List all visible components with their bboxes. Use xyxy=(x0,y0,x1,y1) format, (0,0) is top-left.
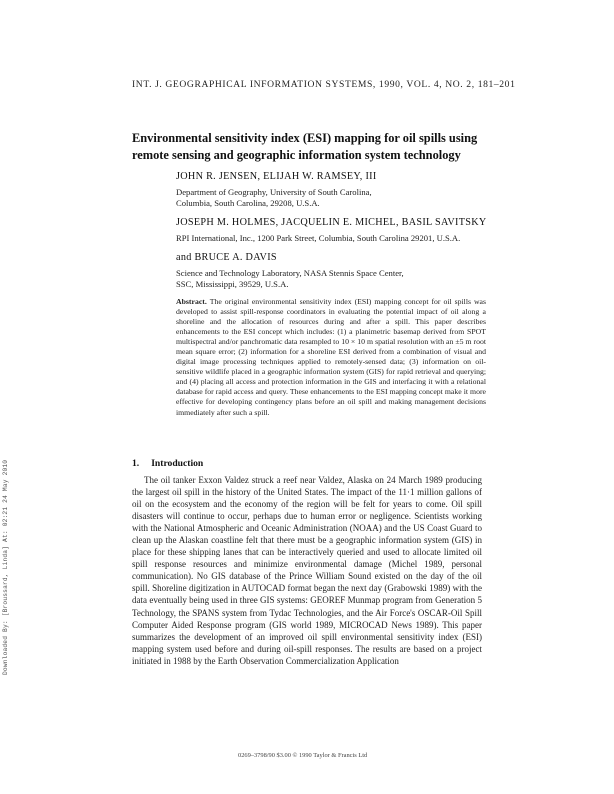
section-number: 1. xyxy=(132,458,140,469)
download-stamp: Downloaded By: [Broussard, Linda] At: 02:21 24 May 2010 xyxy=(2,459,9,675)
section-title: Introduction xyxy=(151,458,204,469)
abstract xyxy=(176,297,486,418)
affiliation-line: Science and Technology Laboratory, NASA Stennis Space Center, xyxy=(176,268,404,278)
abstract-label: Abstract. xyxy=(176,297,207,306)
running-head: INT. J. GEOGRAPHICAL INFORMATION SYSTEMS, 1990, VOL. 4, NO. 2, 181–201 xyxy=(132,79,516,90)
affiliation-line: RPI International, Inc., 1200 Park Street, Columbia, South Carolina 29201, U.S.A. xyxy=(176,233,461,243)
author-names: JOSEPH M. HOLMES, JACQUELIN E. MICHEL, BASIL SAVITSKY xyxy=(176,217,487,228)
affiliation-line: Columbia, South Carolina, 29208, U.S.A. xyxy=(176,198,320,209)
affiliation-line: SSC, Mississippi, 39529, U.S.A. xyxy=(176,279,289,290)
body-paragraph: The oil tanker Exxon Valdez struck a reef near Valdez, Alaska on 24 March 1989 producing the largest oil spill in the history of the United States. The impact of the 11·1 million gallons of oil on the ecosystem and the economy of the region will be felt for years to come. Oil spill disasters will continue to occur, perhaps due to human error or negligence. Scientists working with the National Atmospheric and Oceanic Administration (NOAA) and the US Coast Guard to clean up the Alaskan coastline felt that there must be a geographic information system (GIS) in place for these shipping lanes that can be interactively queried and used to allocate limited oil spill response resources and minimize environmental damage (Michel 1989, personal communication). No GIS database of the Prince William Sound existed on the day of the oil spill. Shoreline digitization in AUTOCAD format began the next day (Grabowski 1989) with the data eventually being used in three GIS systems: GEOREF Munmap program from Generation 5 Technology, the SPANS system from Tydac Technologies, and the Air Force's OSCAR-Oil Spill Computer Aided Response program (GIS world 1989, MICROCAD News 1989). This paper summarizes the development of an improved oil spill environmental sensitivity index (ESI) mapping system used before and during oil-spill responses. The results are based on a project initiated in 1988 by the Earth Observation Commercialization Application xyxy=(132,475,482,666)
paper-title: Environmental sensitivity index (ESI) mapping for oil spills using remote sensing and geographic information system technology xyxy=(132,131,478,162)
author-names: and BRUCE A. DAVIS xyxy=(176,252,277,263)
author-group-1 xyxy=(176,170,496,209)
author-group-3 xyxy=(176,251,496,290)
abstract-text: The original environmental sensitivity index (ESI) mapping concept for oil spills was developed to assist spill-response coordinators in evaluating the potential impact of oil along a shoreline and the allocation of resources during and after a spill. This paper describes enhancements to the ESI concept which includes: (1) a planimetric basemap derived from SPOT multispectral and/or panchromatic data resampled to 10 × 10 m spatial resolution with an ±5 m root mean square error; (2) information for a shoreline ESI derived from a combination of visual and digital image processing techniques applied to remotely-sensed data; (3) information on oil-sensitive wildlife placed in a geographic information system (GIS) for rapid retrieval and querying; and (4) placing all access and protection information in the GIS and interfacing it with a relational database for rapid access and query. These enhancements to the ESI mapping concept make it more effective for developing contingency plans before an oil spill and making management decisions immediately after such a spill. xyxy=(176,297,486,417)
section-heading xyxy=(132,458,203,469)
copyright-footer: 0269–3798/90 $3.00 © 1990 Taylor & Francis Ltd xyxy=(238,752,368,759)
author-affiliation xyxy=(176,187,496,209)
author-names: JOHN R. JENSEN, ELIJAH W. RAMSEY, III xyxy=(176,171,377,182)
author-group-2 xyxy=(176,216,496,244)
author-affiliation xyxy=(176,233,496,244)
author-affiliation xyxy=(176,268,496,290)
affiliation-line: Department of Geography, University of South Carolina, xyxy=(176,187,372,197)
